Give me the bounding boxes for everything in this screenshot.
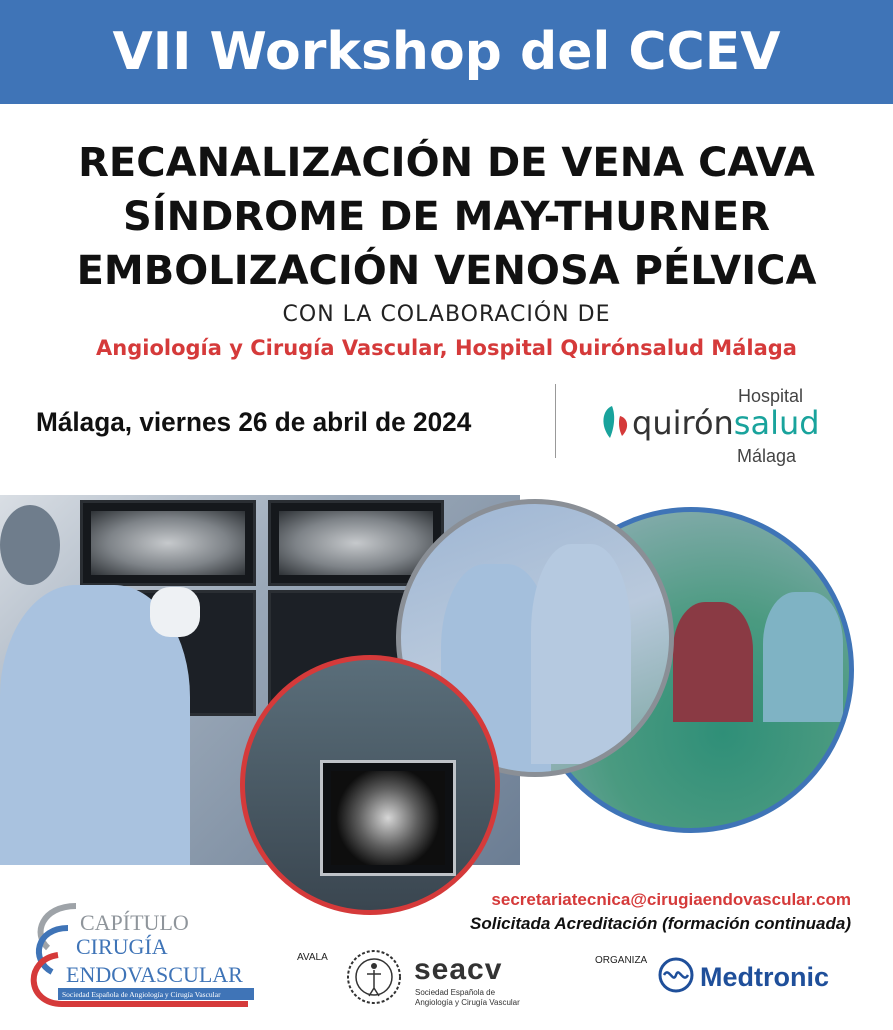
photo-circle-left	[240, 655, 500, 915]
organizer-name: Medtronic	[700, 962, 830, 992]
hospital-label: Hospital	[738, 386, 804, 406]
capitulo-sub: Sociedad Española de Angiología y Cirugía Vascular	[62, 990, 221, 999]
seacv-name: seacv	[414, 953, 503, 986]
collaboration-org: Angiología y Cirugía Vascular, Hospital Quirónsalud Málaga	[96, 336, 797, 360]
hospital-city: Málaga	[737, 446, 797, 466]
capitulo-line2: CIRUGÍA	[76, 934, 168, 959]
photo-collage	[0, 495, 893, 875]
headline-line-2: SÍNDROME DE MAY-THURNER	[122, 194, 771, 240]
organiza-label: ORGANIZA	[595, 955, 648, 966]
seacv-emblem-icon	[345, 948, 403, 1006]
monitor-screen	[80, 500, 256, 586]
seacv-sub-line2: Angiología y Cirugía Vascular	[415, 998, 520, 1007]
capitulo-line3: ENDOVASCULAR	[66, 962, 243, 987]
seacv-sub-line1: Sociedad Española de	[415, 988, 496, 997]
capitulo-cirugia-endovascular-logo	[18, 900, 258, 1010]
capitulo-line1: CAPÍTULO	[80, 910, 189, 935]
divider	[555, 384, 556, 458]
gloved-hand	[150, 587, 200, 637]
collaboration-label: CON LA COLABORACIÓN DE	[282, 302, 611, 327]
medtronic-logo-icon	[657, 956, 695, 994]
hospital-name-part2: salud	[733, 404, 820, 442]
hospital-name-part1: quirón	[632, 404, 734, 442]
headline-line-1: RECANALIZACIÓN DE VENA CAVA	[78, 140, 815, 186]
quironsalud-logo-icon	[598, 402, 632, 442]
surgeon-head	[0, 505, 60, 585]
event-date: Málaga, viernes 26 de abril de 2024	[36, 407, 472, 437]
seacv-subtitle	[415, 988, 520, 1008]
workshop-title: VII Workshop del CCEV	[112, 22, 781, 82]
accreditation-note: Solicitada Acreditación (formación continuada)	[470, 914, 851, 933]
title-banner	[0, 0, 893, 104]
hospital-name	[632, 404, 820, 442]
avala-label: AVALA	[297, 952, 328, 963]
headline-line-3: EMBOLIZACIÓN VENOSA PÉLVICA	[76, 248, 817, 294]
contact-email[interactable]: secretariatecnica@cirugiaendovascular.com	[491, 890, 851, 909]
